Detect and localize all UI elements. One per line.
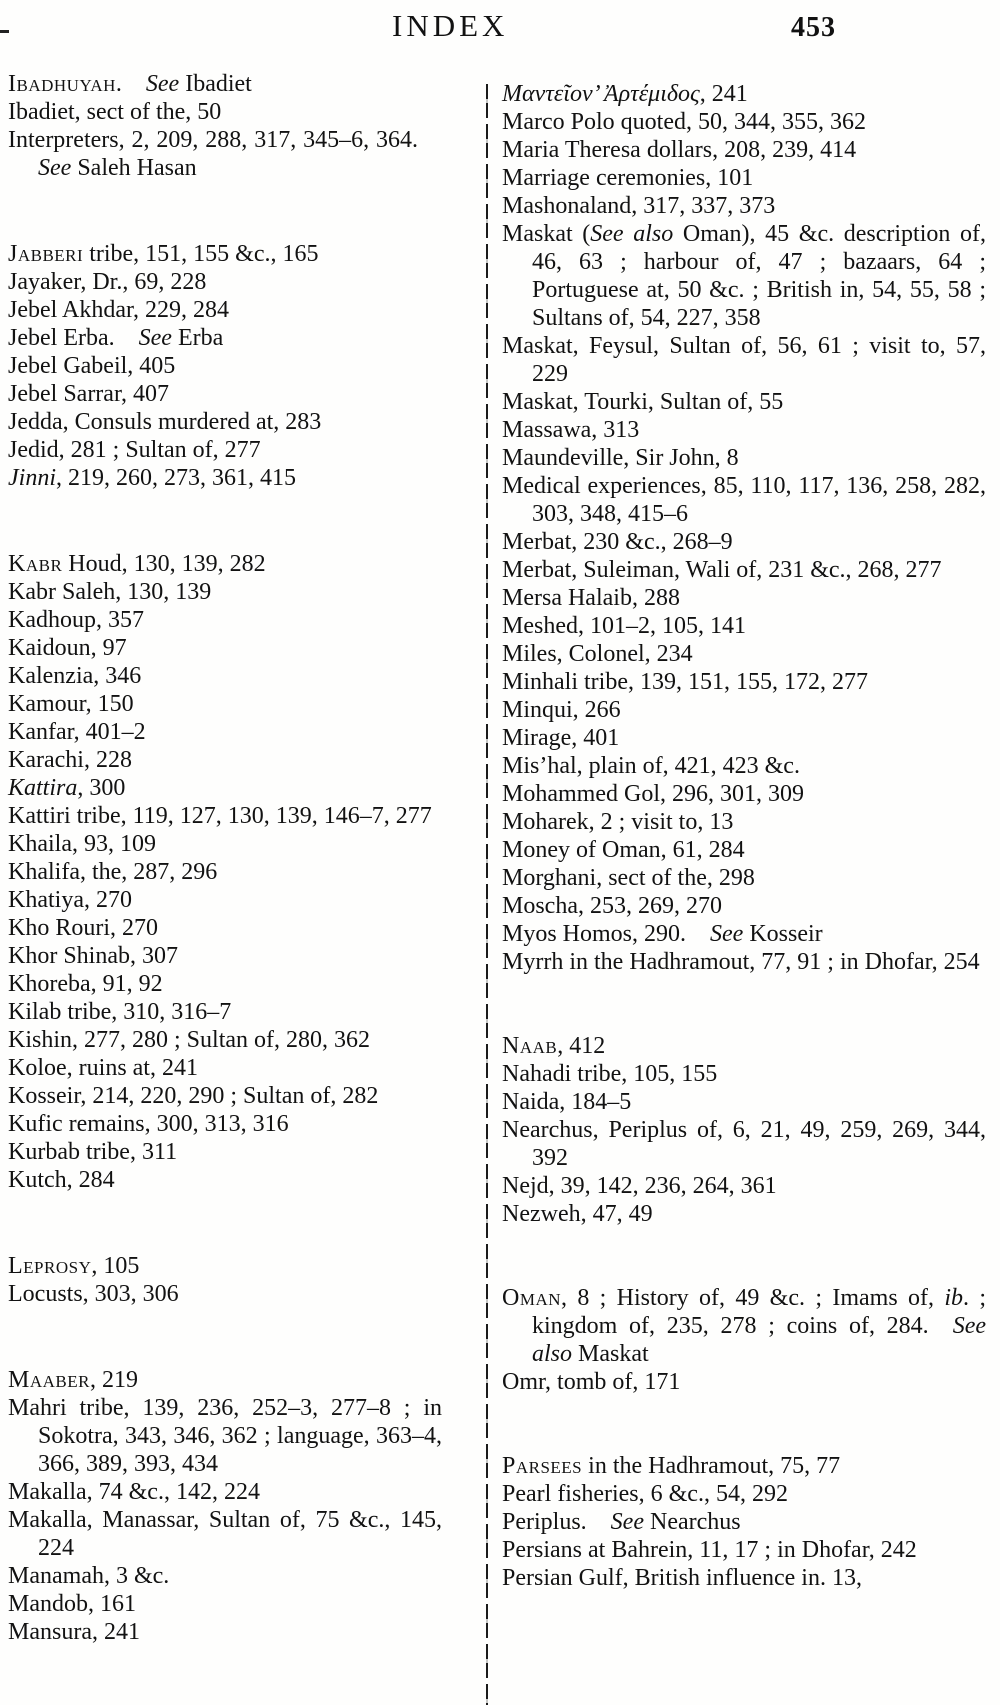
index-entry bbox=[8, 126, 442, 182]
entry-text: Maskat ( bbox=[502, 221, 591, 247]
entry-text: Makalla, Manassar, Sultan of, 75 &c., 145, 224 bbox=[8, 1507, 442, 1561]
index-entry bbox=[502, 556, 986, 584]
italic-text: Kattira bbox=[8, 775, 78, 801]
index-entry bbox=[502, 528, 986, 556]
italic-text: ib bbox=[944, 1285, 963, 1311]
index-entry bbox=[8, 1252, 442, 1280]
entry-text: , 219 bbox=[89, 1367, 138, 1393]
index-entry bbox=[502, 108, 986, 136]
entry-text: Kilab tribe, 310, 316–7 bbox=[8, 999, 232, 1025]
index-entry bbox=[502, 1088, 986, 1116]
entry-text: Interpreters, 2, 209, 288, 317, 345–6, 364. bbox=[8, 127, 442, 153]
index-entry bbox=[502, 1200, 986, 1228]
entry-text: Marco Polo quoted, 50, 344, 355, 362 bbox=[502, 109, 866, 135]
entry-text: Mirage, 401 bbox=[502, 725, 620, 751]
index-entry bbox=[8, 436, 442, 464]
entry-text: Maskat bbox=[572, 1341, 649, 1367]
index-entry bbox=[8, 464, 442, 492]
index-entry bbox=[8, 1280, 442, 1308]
index-entry bbox=[8, 998, 442, 1026]
small-caps-text: Parsees bbox=[502, 1453, 583, 1479]
entry-text: Omr, tomb of, 171 bbox=[502, 1369, 681, 1395]
index-entry bbox=[8, 690, 442, 718]
index-entry bbox=[8, 268, 442, 296]
entry-text: Myrrh in the Hadhramout, 77, 91 ; in Dhofar, 254 bbox=[502, 949, 980, 975]
entry-text: Karachi, 228 bbox=[8, 747, 132, 773]
index-entry bbox=[502, 1536, 986, 1564]
index-entry bbox=[8, 942, 442, 970]
index-entry bbox=[502, 1480, 986, 1508]
entry-text: Jebel Erba. bbox=[8, 325, 139, 351]
italic-text: See bbox=[138, 325, 172, 351]
small-caps-text: Naab bbox=[502, 1033, 558, 1059]
entry-text: Moharek, 2 ; visit to, 13 bbox=[502, 809, 734, 835]
index-entry bbox=[502, 948, 986, 976]
index-entry bbox=[8, 1590, 442, 1618]
index-entry bbox=[502, 780, 986, 808]
entry-text: Mashonaland, 317, 337, 373 bbox=[502, 193, 776, 219]
entry-text: Massawa, 313 bbox=[502, 417, 640, 443]
entry-text: Maundeville, Sir John, 8 bbox=[502, 445, 739, 471]
entry-text: Ibadiet bbox=[179, 71, 252, 97]
entry-text: Kadhoup, 357 bbox=[8, 607, 144, 633]
entry-text: Nearchus, Periplus of, 6, 21, 49, 259, 269, 344, 392 bbox=[502, 1117, 986, 1171]
index-entry bbox=[502, 164, 986, 192]
entry-text: Nezweh, 47, 49 bbox=[502, 1201, 653, 1227]
index-entry bbox=[502, 220, 986, 332]
entry-text: Khalifa, the, 287, 296 bbox=[8, 859, 218, 885]
page-title: INDEX bbox=[392, 8, 509, 43]
index-entry bbox=[502, 612, 986, 640]
entry-text: Jebel Akhdar, 229, 284 bbox=[8, 297, 230, 323]
index-group bbox=[8, 240, 442, 492]
index-entry bbox=[502, 388, 986, 416]
entry-text: Kanfar, 401–2 bbox=[8, 719, 146, 745]
entry-text: Minhali tribe, 139, 151, 155, 172, 277 bbox=[502, 669, 868, 695]
entry-text: , 8 ; History of, 49 &c. ; Imams of, bbox=[561, 1285, 945, 1311]
entry-text: Erba bbox=[171, 325, 224, 351]
entry-text: Jedid, 281 ; Sultan of, 277 bbox=[8, 437, 261, 463]
index-entry bbox=[8, 1082, 442, 1110]
entry-text: . ; kingdom of, 235, 278 ; coins of, 284. bbox=[532, 1285, 987, 1339]
right-column bbox=[502, 80, 986, 1592]
index-entry bbox=[502, 472, 986, 528]
entry-text: Periplus. bbox=[502, 1509, 611, 1535]
index-entry bbox=[8, 858, 442, 886]
index-entry bbox=[8, 802, 442, 830]
entry-text: Khatiya, 270 bbox=[8, 887, 132, 913]
entry-text: Kamour, 150 bbox=[8, 691, 134, 717]
entry-text: Naida, 184–5 bbox=[502, 1089, 632, 1115]
index-group bbox=[8, 1366, 442, 1646]
small-caps-text: Jabberi bbox=[8, 241, 84, 267]
entry-text: Mandob, 161 bbox=[8, 1591, 136, 1617]
entry-text: Merbat, Suleiman, Wali of, 231 &c., 268, 277 bbox=[502, 557, 942, 583]
entry-text: , 241 bbox=[699, 81, 748, 107]
entry-text: tribe, 151, 155 &c., 165 bbox=[83, 241, 319, 267]
entry-text: Ibadiet, sect of the, 50 bbox=[8, 99, 222, 125]
index-entry bbox=[8, 662, 442, 690]
index-entry bbox=[8, 380, 442, 408]
small-caps-text: Leprosy bbox=[8, 1253, 92, 1279]
index-entry bbox=[8, 408, 442, 436]
entry-text: Marriage ceremonies, 101 bbox=[502, 165, 754, 191]
entry-text: Kishin, 277, 280 ; Sultan of, 280, 362 bbox=[8, 1027, 371, 1053]
index-entry bbox=[8, 296, 442, 324]
entry-text: Jebel Gabeil, 405 bbox=[8, 353, 176, 379]
index-entry bbox=[502, 1368, 986, 1396]
entry-text: Medical experiences, 85, 110, 117, 136, 258, 282, 303, 348, 415–6 bbox=[502, 473, 986, 527]
entry-text: Maskat, Feysul, Sultan of, 56, 61 ; visit to, 57, 229 bbox=[502, 333, 986, 387]
entry-text: Khoreba, 91, 92 bbox=[8, 971, 163, 997]
entry-text: Jebel Sarrar, 407 bbox=[8, 381, 169, 407]
entry-text: Kabr Saleh, 130, 139 bbox=[8, 579, 212, 605]
index-entry bbox=[502, 1564, 986, 1592]
entry-text: Mansura, 241 bbox=[8, 1619, 140, 1645]
index-entry bbox=[8, 1506, 442, 1562]
index-group bbox=[502, 1452, 986, 1592]
entry-text: Persians at Bahrein, 11, 17 ; in Dhofar, 242 bbox=[502, 1537, 917, 1563]
index-entry bbox=[8, 1366, 442, 1394]
index-entry bbox=[8, 98, 442, 126]
index-entry bbox=[8, 1054, 442, 1082]
index-entry bbox=[502, 892, 986, 920]
index-entry bbox=[502, 864, 986, 892]
entry-text: Mohammed Gol, 296, 301, 309 bbox=[502, 781, 804, 807]
entry-text: Jayaker, Dr., 69, 228 bbox=[8, 269, 207, 295]
entry-text: Kosseir bbox=[743, 921, 823, 947]
entry-text: Maskat, Tourki, Sultan of, 55 bbox=[502, 389, 784, 415]
entry-text: Merbat, 230 &c., 268–9 bbox=[502, 529, 733, 555]
index-entry bbox=[502, 444, 986, 472]
entry-text: Manamah, 3 &c. bbox=[8, 1563, 170, 1589]
index-entry bbox=[8, 1166, 442, 1194]
index-entry bbox=[502, 416, 986, 444]
index-entry bbox=[8, 1110, 442, 1138]
italic-text: See bbox=[610, 1509, 644, 1535]
index-group bbox=[502, 1284, 986, 1396]
index-entry bbox=[8, 1478, 442, 1506]
index-entry bbox=[8, 70, 442, 98]
index-entry bbox=[8, 970, 442, 998]
entry-text: Mahri tribe, 139, 236, 252–3, 277–8 ; in Sokotra, 343, 346, 362 ; language, 363–4, 366, 389, 393, 434 bbox=[8, 1395, 442, 1477]
index-entry bbox=[502, 640, 986, 668]
entry-text: Kalenzia, 346 bbox=[8, 663, 142, 689]
entry-text: Pearl fisheries, 6 &c., 54, 292 bbox=[502, 1481, 788, 1507]
entry-text: Kosseir, 214, 220, 290 ; Sultan of, 282 bbox=[8, 1083, 379, 1109]
left-column bbox=[8, 70, 442, 1646]
index-entry bbox=[8, 1138, 442, 1166]
index-entry bbox=[502, 1032, 986, 1060]
index-entry bbox=[8, 774, 442, 802]
entry-text: Nahadi tribe, 105, 155 bbox=[502, 1061, 718, 1087]
index-group bbox=[502, 80, 986, 976]
index-entry bbox=[502, 668, 986, 696]
small-caps-text: Oman bbox=[502, 1285, 562, 1311]
entry-text: , 219, 260, 273, 361, 415 bbox=[56, 465, 296, 491]
entry-text: Meshed, 101–2, 105, 141 bbox=[502, 613, 746, 639]
entry-text: Nearchus bbox=[643, 1509, 741, 1535]
entry-text: Money of Oman, 61, 284 bbox=[502, 837, 745, 863]
index-entry bbox=[8, 1026, 442, 1054]
index-group bbox=[502, 1032, 986, 1228]
italic-text: See bbox=[38, 155, 72, 181]
italic-text: See also bbox=[532, 1313, 986, 1367]
index-entry bbox=[502, 584, 986, 612]
italic-text: See bbox=[710, 921, 744, 947]
entry-text: Moscha, 253, 269, 270 bbox=[502, 893, 722, 919]
entry-text: Miles, Colonel, 234 bbox=[502, 641, 693, 667]
index-entry bbox=[502, 1508, 986, 1536]
entry-text: Kho Rouri, 270 bbox=[8, 915, 158, 941]
index-entry bbox=[502, 192, 986, 220]
margin-mark bbox=[0, 30, 9, 33]
index-entry bbox=[8, 718, 442, 746]
index-entry bbox=[502, 808, 986, 836]
entry-text: Locusts, 303, 306 bbox=[8, 1281, 179, 1307]
entry-text: Kufic remains, 300, 313, 316 bbox=[8, 1111, 289, 1137]
index-entry bbox=[8, 746, 442, 774]
entry-text: . bbox=[115, 71, 146, 97]
index-entry bbox=[8, 1394, 442, 1478]
entry-text: in the Hadhramout, 75, 77 bbox=[582, 1453, 841, 1479]
index-group bbox=[8, 70, 442, 182]
index-entry bbox=[502, 136, 986, 164]
entry-text: Saleh Hasan bbox=[71, 155, 197, 181]
entry-text: Myos Homos, 290. bbox=[502, 921, 711, 947]
index-entry bbox=[502, 696, 986, 724]
index-entry bbox=[8, 1618, 442, 1646]
index-group bbox=[8, 550, 442, 1194]
index-entry bbox=[502, 920, 986, 948]
entry-text: Kutch, 284 bbox=[8, 1167, 115, 1193]
index-entry bbox=[8, 830, 442, 858]
index-entry bbox=[8, 914, 442, 942]
italic-text: See also bbox=[590, 221, 674, 247]
entry-text: Kaidoun, 97 bbox=[8, 635, 127, 661]
entry-text: Mis’hal, plain of, 421, 423 &c. bbox=[502, 753, 800, 779]
entry-text: Khaila, 93, 109 bbox=[8, 831, 156, 857]
index-group bbox=[8, 1252, 442, 1308]
index-entry bbox=[502, 332, 986, 388]
entry-text: , 412 bbox=[557, 1033, 606, 1059]
entry-text: , 105 bbox=[91, 1253, 140, 1279]
entry-text: Mersa Halaib, 288 bbox=[502, 585, 680, 611]
entry-text: Makalla, 74 &c., 142, 224 bbox=[8, 1479, 260, 1505]
index-entry bbox=[502, 724, 986, 752]
index-entry bbox=[8, 1562, 442, 1590]
entry-text: Persian Gulf, British influence in. 13, bbox=[502, 1565, 862, 1591]
entry-text: Jedda, Consuls murdered at, 283 bbox=[8, 409, 322, 435]
index-entry bbox=[502, 752, 986, 780]
index-entry bbox=[502, 1172, 986, 1200]
index-entry bbox=[502, 1116, 986, 1172]
index-entry bbox=[8, 324, 442, 352]
index-entry bbox=[8, 634, 442, 662]
small-caps-text: Kabr bbox=[8, 551, 63, 577]
italic-text: Μαντεῖον’ Ἀρτέμιδος bbox=[502, 81, 700, 107]
entry-text: Morghani, sect of the, 298 bbox=[502, 865, 755, 891]
entry-text: Houd, 130, 139, 282 bbox=[62, 551, 266, 577]
small-caps-text: Ibadhuyah bbox=[8, 71, 116, 97]
index-entry bbox=[8, 886, 442, 914]
index-entry bbox=[8, 578, 442, 606]
entry-text: Maria Theresa dollars, 208, 239, 414 bbox=[502, 137, 857, 163]
index-entry bbox=[8, 352, 442, 380]
index-entry bbox=[502, 836, 986, 864]
entry-text: Koloe, ruins at, 241 bbox=[8, 1055, 198, 1081]
entry-text: Kattiri tribe, 119, 127, 130, 139, 146–7, 277 bbox=[8, 803, 432, 829]
entry-text: , 300 bbox=[77, 775, 126, 801]
index-entry bbox=[502, 1284, 986, 1368]
small-caps-text: Maaber bbox=[8, 1367, 90, 1393]
index-entry bbox=[8, 606, 442, 634]
column-divider-rule bbox=[486, 84, 488, 1705]
page-number: 453 bbox=[791, 12, 836, 43]
entry-text: Minqui, 266 bbox=[502, 697, 621, 723]
entry-text: Oman), 45 &c. description of, 46, 63 ; harbour of, 47 ; bazaars, 64 ; Portuguese at, 50 &c. ; British in, 54, 55, 58 ; Sultans of, 54, 227, 358 bbox=[532, 221, 986, 331]
index-entry bbox=[502, 1060, 986, 1088]
index-entry bbox=[502, 1452, 986, 1480]
entry-text: Kurbab tribe, 311 bbox=[8, 1139, 178, 1165]
index-entry bbox=[8, 550, 442, 578]
italic-text: See bbox=[145, 71, 180, 97]
entry-text: Khor Shinab, 307 bbox=[8, 943, 178, 969]
italic-text: Jinni bbox=[8, 465, 56, 491]
index-entry bbox=[8, 240, 442, 268]
entry-text: Nejd, 39, 142, 236, 264, 361 bbox=[502, 1173, 777, 1199]
index-entry bbox=[502, 80, 986, 108]
